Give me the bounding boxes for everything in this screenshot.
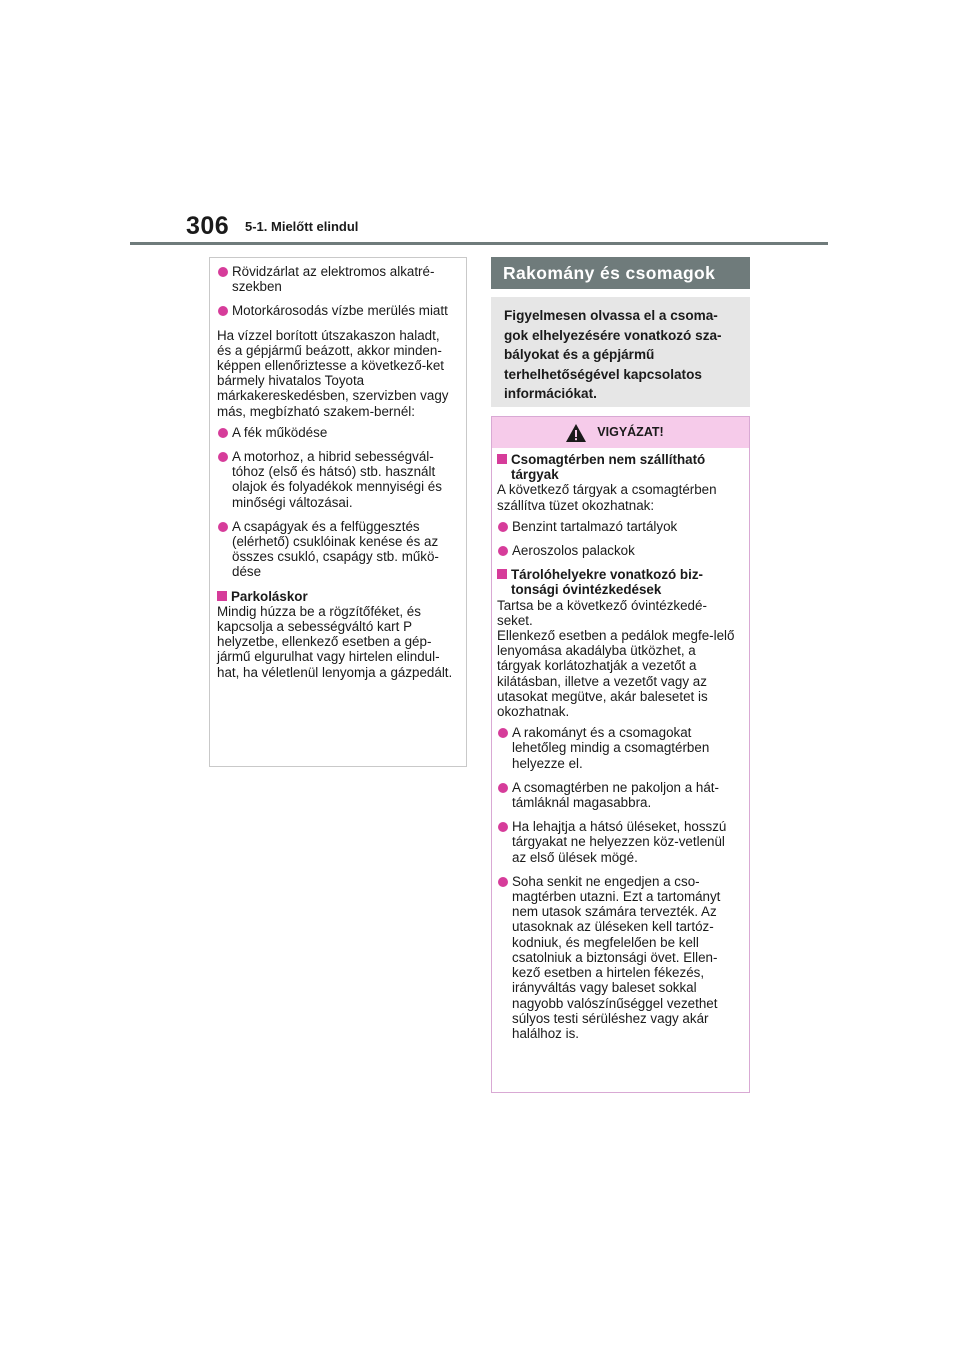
paragraph: Ha vízzel borított útszakaszon haladt, és a gépjármű beázott, akkor minden-képpen ellenőriztesse a következő-ket bármely hivatalos Toyota márkakereskedésben, szervizben vagy más, megbízható szakem-bernél: xyxy=(217,327,449,419)
bullet-icon xyxy=(498,783,508,793)
intro-box: Figyelmesen olvassa el a csoma-gok elhelyezésére vonatkozó sza-bályokat és a gépjármű terhelhetőségével kapcsolatos információkat. xyxy=(491,297,750,407)
paragraph: Tartsa be a következő óvintézkedé-seket. xyxy=(497,597,707,628)
list-item: Motorkárosodás vízbe merülés miatt xyxy=(217,303,456,318)
bullet-icon xyxy=(218,306,228,316)
bullet-icon xyxy=(498,728,508,738)
square-bullet-icon xyxy=(217,591,227,601)
list-item: Benzint tartalmazó tartályok xyxy=(497,519,741,534)
section-heading: Rakomány és csomagok xyxy=(491,257,750,289)
list-item: Soha senkit ne engedjen a cso-magtérben utazni. Ezt a tartományt nem utasok számára tervezték. Az utasoknak az üléseken kell tartóz-kodniuk, és megfelelően be kell csatolniuk a biztonsági övet. Ellen-kező esetben a hirtelen fékezés, irányváltás vagy baleset sokkal nagyobb valószínűséggel vezethet súlyos testi sérüléshez vagy akár halálhoz is. xyxy=(497,874,741,1041)
caution-header xyxy=(492,417,749,448)
list-item: A csapágyak és a felfüggesztés (elérhető) csuklóinak kenése és az összes csukló, csapágy stb. műkö-dése xyxy=(217,519,456,580)
caution-heading: VIGYÁZAT! xyxy=(597,424,664,439)
bullet-icon xyxy=(498,822,508,832)
paragraph: Ellenkező esetben a pedálok megfe-lelő lenyomása akadályba ütközhet, a tárgyak korlátozhatják a vezetőt a kilátásban, illetve a vezetőt vagy az utasokat megütve, akár balesetet is okozhatnak. xyxy=(497,628,735,720)
list-item: A csomagtérben ne pakoljon a hát-támláknál magasabbra. xyxy=(497,780,741,810)
paragraph: Mindig húzza be a rögzítőféket, és kapcsolja a sebességváltó kart P helyzetbe, ellenkező esetben a gép-jármű elgurulhat vagy hirtelen elindul-hat, ha véletlenül lenyomja a gázpedált. xyxy=(217,603,453,680)
list-item: Ha lehajtja a hátsó üléseket, hosszú tárgyakat ne helyezzen köz-vetlenül az első ülések mögé. xyxy=(497,819,741,865)
bullet-icon xyxy=(498,546,508,556)
list-item: A rakományt és a csomagokat lehetőleg mindig a csomagtérben helyezze el. xyxy=(497,725,741,771)
bullet-icon xyxy=(498,522,508,532)
left-info-box xyxy=(209,257,467,767)
square-bullet-icon xyxy=(497,569,507,579)
header-rule xyxy=(130,242,828,245)
square-bullet-icon xyxy=(497,454,507,464)
list-item: A motorhoz, a hibrid sebességvál-tóhoz (első és hátsó) stb. használt olajok és folyadékok mennyiségi és minőségi változásai. xyxy=(217,449,456,510)
caution-body xyxy=(492,448,749,1041)
bullet-icon xyxy=(218,522,228,532)
section-title: 5-1. Mielőtt elindul xyxy=(245,219,359,234)
page-number: 306 xyxy=(186,212,230,240)
bullet-icon xyxy=(218,452,228,462)
bullet-icon xyxy=(218,428,228,438)
subheading: Csomagtérben nem szállítható tárgyak xyxy=(497,452,741,482)
list-item: A fék működése xyxy=(217,425,456,440)
bullet-icon xyxy=(498,877,508,887)
caution-box xyxy=(491,416,750,1093)
bullet-icon xyxy=(218,267,228,277)
warning-triangle-icon xyxy=(565,423,587,443)
subheading: Parkoláskor xyxy=(217,589,456,604)
list-item: Aeroszolos palackok xyxy=(497,543,741,558)
paragraph: A következő tárgyak a csomagtérben szállítva tüzet okozhatnak: xyxy=(497,482,717,513)
list-item: Rövidzárlat az elektromos alkatré-szekben xyxy=(217,264,456,294)
subheading: Tárolóhelyekre vonatkozó biz-tonsági óvintézkedések xyxy=(497,567,741,597)
